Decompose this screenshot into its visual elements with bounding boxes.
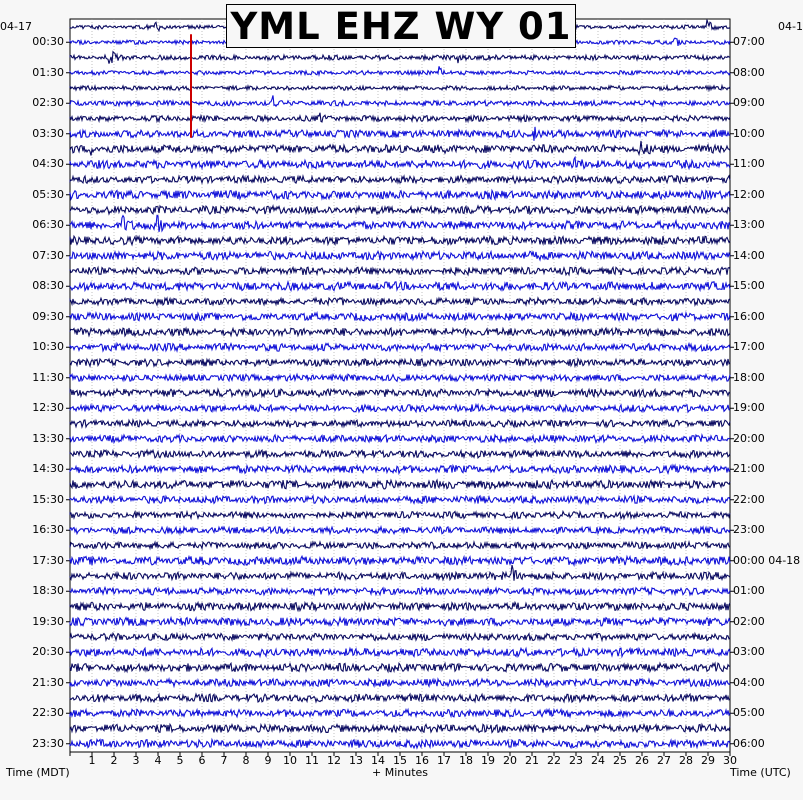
x-tick-label: 4 (154, 754, 162, 767)
left-time-label: 09:30 (32, 309, 64, 323)
x-tick-label: 3 (132, 754, 140, 767)
right-time-label: 06:00 (733, 736, 765, 750)
chart-title (226, 4, 576, 48)
right-time-label: 23:00 (733, 523, 765, 537)
right-time-label: 18:00 (733, 370, 765, 384)
left-time-label: 22:30 (32, 706, 64, 720)
left-time-label: 03:30 (32, 126, 64, 140)
left-time-label: 07:30 (32, 248, 64, 262)
right-axis-title: Time (UTC) (730, 766, 791, 779)
x-tick-label: 5 (176, 754, 184, 767)
left-time-label: 15:30 (32, 492, 64, 506)
right-time-label: 08:00 (733, 65, 765, 79)
left-time-label: 14:30 (32, 462, 64, 476)
x-tick-label: 21 (525, 754, 539, 767)
right-time-label: 11:00 (733, 157, 765, 171)
chart-title-text: YML EHZ WY 01 (230, 4, 572, 48)
right-date-label: 04-1 (778, 20, 803, 33)
right-time-label: 17:00 (733, 340, 765, 354)
x-tick-label: 11 (305, 754, 319, 767)
right-time-label: 04:00 (733, 675, 765, 689)
x-tick-label: 22 (547, 754, 561, 767)
right-time-label: 09:00 (733, 96, 765, 110)
right-time-label: 16:00 (733, 309, 765, 323)
left-time-label: 19:30 (32, 614, 64, 628)
x-tick-label: 12 (327, 754, 341, 767)
x-tick-label: 6 (198, 754, 206, 767)
x-axis-title: + Minutes (372, 766, 429, 779)
x-tick-label: 30 (723, 754, 737, 767)
x-tick-label: 13 (349, 754, 363, 767)
right-time-label: 19:00 (733, 401, 765, 415)
x-tick-label: 7 (220, 754, 228, 767)
right-time-label: 20:00 (733, 431, 765, 445)
left-time-label: 17:30 (32, 553, 64, 567)
x-tick-label: 28 (679, 754, 693, 767)
right-time-label: 01:00 (733, 584, 765, 598)
left-time-label: 18:30 (32, 584, 64, 598)
x-tick-label: 1 (88, 754, 96, 767)
right-time-label: 03:00 (733, 645, 765, 659)
left-time-label: 04:30 (32, 157, 64, 171)
left-time-label: 10:30 (32, 340, 64, 354)
left-time-label: 05:30 (32, 187, 64, 201)
left-time-label: 12:30 (32, 401, 64, 415)
right-time-label: 07:00 (733, 35, 765, 49)
left-axis-title: Time (MDT) (6, 766, 70, 779)
left-date-label: 04-17 (0, 20, 32, 33)
left-time-label: 23:30 (32, 736, 64, 750)
x-tick-label: 9 (264, 754, 272, 767)
right-time-label: 02:00 (733, 614, 765, 628)
left-time-label: 01:30 (32, 65, 64, 79)
left-time-label: 21:30 (32, 675, 64, 689)
right-time-label: 22:00 (733, 492, 765, 506)
left-time-label: 16:30 (32, 523, 64, 537)
x-tick-label: 19 (481, 754, 495, 767)
left-time-label: 11:30 (32, 370, 64, 384)
x-tick-label: 14 (371, 754, 385, 767)
x-tick-label: 24 (591, 754, 605, 767)
left-time-label: 00:30 (32, 35, 64, 49)
x-tick-label: 15 (393, 754, 407, 767)
x-tick-label: 23 (569, 754, 583, 767)
right-time-label: 12:00 (733, 187, 765, 201)
x-tick-label: 10 (283, 754, 297, 767)
x-tick-label: 25 (613, 754, 627, 767)
x-tick-label: 27 (657, 754, 671, 767)
left-time-label: 02:30 (32, 96, 64, 110)
x-tick-label: 18 (459, 754, 473, 767)
x-tick-label: 17 (437, 754, 451, 767)
left-time-label: 13:30 (32, 431, 64, 445)
right-time-label: 10:00 (733, 126, 765, 140)
x-tick-label: 29 (701, 754, 715, 767)
x-tick-label: 26 (635, 754, 649, 767)
right-time-label: 05:00 (733, 706, 765, 720)
left-time-label: 20:30 (32, 645, 64, 659)
x-tick-label: 2 (110, 754, 118, 767)
right-time-label: 13:00 (733, 218, 765, 232)
right-time-label: 21:00 (733, 462, 765, 476)
right-time-label: 00:00 04-18 (733, 553, 801, 567)
x-tick-label: 20 (503, 754, 517, 767)
left-time-label: 06:30 (32, 218, 64, 232)
left-time-label: 08:30 (32, 279, 64, 293)
x-tick-label: 16 (415, 754, 429, 767)
right-time-label: 14:00 (733, 248, 765, 262)
x-tick-label: 8 (242, 754, 250, 767)
right-time-label: 15:00 (733, 279, 765, 293)
